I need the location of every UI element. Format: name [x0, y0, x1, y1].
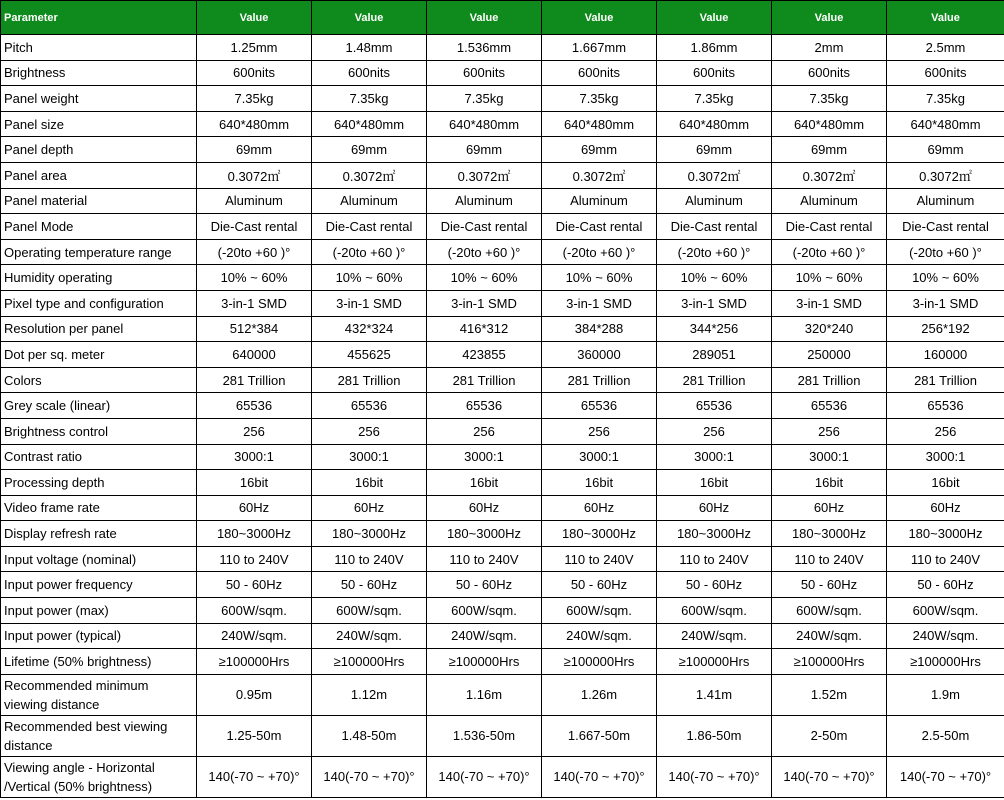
- value-cell: 600nits: [657, 60, 772, 86]
- table-row: [1, 162, 1004, 188]
- value-cell: 10% ~ 60%: [657, 265, 772, 291]
- row-label: Processing depth: [1, 470, 197, 496]
- value-cell: 600nits: [427, 60, 542, 86]
- value-cell: 1.667mm: [542, 35, 657, 61]
- value-cell: 1.9m: [887, 674, 1004, 715]
- value-cell: 600nits: [887, 60, 1004, 86]
- value-cell: 1.86-50m: [657, 715, 772, 756]
- value-cell: 240W/sqm.: [772, 623, 887, 649]
- value-cell: 320*240: [772, 316, 887, 342]
- value-cell: 1.536mm: [427, 35, 542, 61]
- value-cell: 180~3000Hz: [772, 521, 887, 547]
- value-cell: 7.35kg: [427, 86, 542, 112]
- value-cell: 384*288: [542, 316, 657, 342]
- table-row: [1, 111, 1004, 137]
- value-cell: 3000:1: [427, 444, 542, 470]
- value-cell: 281 Trillion: [197, 367, 312, 393]
- value-cell: 60Hz: [657, 495, 772, 521]
- value-cell: 3-in-1 SMD: [542, 290, 657, 316]
- value-cell: 7.35kg: [657, 86, 772, 112]
- row-label: Lifetime (50% brightness): [1, 649, 197, 675]
- value-cell: 2.5mm: [887, 35, 1004, 61]
- value-cell: 1.25-50m: [197, 715, 312, 756]
- value-cell: 600nits: [312, 60, 427, 86]
- value-cell: 140(-70 ~ +70)°: [427, 756, 542, 797]
- value-cell: 65536: [197, 393, 312, 419]
- value-cell: 640*480mm: [197, 111, 312, 137]
- value-cell: ≥100000Hrs: [427, 649, 542, 675]
- value-cell: 69mm: [197, 137, 312, 163]
- value-cell: 240W/sqm.: [542, 623, 657, 649]
- value-cell: 1.667-50m: [542, 715, 657, 756]
- value-cell: (-20to +60 )°: [657, 239, 772, 265]
- row-label: Input voltage (nominal): [1, 546, 197, 572]
- value-cell: 640*480mm: [657, 111, 772, 137]
- value-cell: Aluminum: [312, 188, 427, 214]
- header-parameter: Parameter: [1, 1, 197, 35]
- value-cell: Aluminum: [772, 188, 887, 214]
- value-cell: 140(-70 ~ +70)°: [542, 756, 657, 797]
- value-cell: 0.3072㎡: [427, 162, 542, 188]
- value-cell: 10% ~ 60%: [772, 265, 887, 291]
- value-cell: 110 to 240V: [542, 546, 657, 572]
- row-label: Input power frequency: [1, 572, 197, 598]
- row-label: Colors: [1, 367, 197, 393]
- value-cell: 600nits: [772, 60, 887, 86]
- row-label: Panel material: [1, 188, 197, 214]
- value-cell: 3-in-1 SMD: [197, 290, 312, 316]
- value-cell: Die-Cast rental: [772, 214, 887, 240]
- value-cell: 16bit: [197, 470, 312, 496]
- value-cell: 240W/sqm.: [312, 623, 427, 649]
- value-cell: 1.48-50m: [312, 715, 427, 756]
- value-cell: 3-in-1 SMD: [657, 290, 772, 316]
- table-row: [1, 521, 1004, 547]
- value-cell: 110 to 240V: [427, 546, 542, 572]
- value-cell: 60Hz: [887, 495, 1004, 521]
- value-cell: ≥100000Hrs: [542, 649, 657, 675]
- value-cell: 7.35kg: [197, 86, 312, 112]
- table-row: [1, 35, 1004, 61]
- value-cell: 50 - 60Hz: [657, 572, 772, 598]
- value-cell: 50 - 60Hz: [197, 572, 312, 598]
- value-cell: ≥100000Hrs: [772, 649, 887, 675]
- table-row: [1, 495, 1004, 521]
- table-row: [1, 60, 1004, 86]
- row-label: Resolution per panel: [1, 316, 197, 342]
- value-cell: 7.35kg: [542, 86, 657, 112]
- value-cell: 3000:1: [542, 444, 657, 470]
- value-cell: 16bit: [542, 470, 657, 496]
- value-cell: 50 - 60Hz: [312, 572, 427, 598]
- value-cell: 65536: [542, 393, 657, 419]
- value-cell: 1.536-50m: [427, 715, 542, 756]
- value-cell: 16bit: [887, 470, 1004, 496]
- value-cell: 432*324: [312, 316, 427, 342]
- value-cell: 0.3072㎡: [312, 162, 427, 188]
- value-cell: 180~3000Hz: [887, 521, 1004, 547]
- value-cell: 640*480mm: [887, 111, 1004, 137]
- value-cell: 180~3000Hz: [312, 521, 427, 547]
- value-cell: 69mm: [887, 137, 1004, 163]
- value-cell: Die-Cast rental: [312, 214, 427, 240]
- value-cell: 16bit: [427, 470, 542, 496]
- value-cell: Aluminum: [427, 188, 542, 214]
- value-cell: Aluminum: [657, 188, 772, 214]
- value-cell: 65536: [772, 393, 887, 419]
- row-label: Recommended minimum viewing distance: [1, 674, 197, 715]
- value-cell: 281 Trillion: [542, 367, 657, 393]
- value-cell: 250000: [772, 342, 887, 368]
- value-cell: 16bit: [772, 470, 887, 496]
- table-row: [1, 290, 1004, 316]
- table-row: [1, 756, 1004, 797]
- value-cell: 60Hz: [312, 495, 427, 521]
- value-cell: 281 Trillion: [772, 367, 887, 393]
- value-cell: 256: [542, 418, 657, 444]
- value-cell: 1.86mm: [657, 35, 772, 61]
- value-cell: 0.3072㎡: [197, 162, 312, 188]
- table-row: [1, 598, 1004, 624]
- value-cell: Aluminum: [197, 188, 312, 214]
- value-cell: 0.3072㎡: [887, 162, 1004, 188]
- value-cell: 50 - 60Hz: [887, 572, 1004, 598]
- value-cell: 3-in-1 SMD: [772, 290, 887, 316]
- table-row: [1, 342, 1004, 368]
- value-cell: 110 to 240V: [887, 546, 1004, 572]
- value-cell: 600W/sqm.: [887, 598, 1004, 624]
- value-cell: Die-Cast rental: [542, 214, 657, 240]
- header-value: Value: [312, 1, 427, 35]
- value-cell: 281 Trillion: [427, 367, 542, 393]
- value-cell: 180~3000Hz: [657, 521, 772, 547]
- value-cell: (-20to +60 )°: [427, 239, 542, 265]
- value-cell: 256: [197, 418, 312, 444]
- value-cell: 140(-70 ~ +70)°: [887, 756, 1004, 797]
- value-cell: 65536: [312, 393, 427, 419]
- value-cell: 16bit: [657, 470, 772, 496]
- row-label: Operating temperature range: [1, 239, 197, 265]
- value-cell: 1.26m: [542, 674, 657, 715]
- header-value: Value: [427, 1, 542, 35]
- row-label: Panel weight: [1, 86, 197, 112]
- value-cell: ≥100000Hrs: [887, 649, 1004, 675]
- header-value: Value: [197, 1, 312, 35]
- value-cell: 2-50m: [772, 715, 887, 756]
- row-label: Input power (max): [1, 598, 197, 624]
- value-cell: 3000:1: [887, 444, 1004, 470]
- table-row: [1, 393, 1004, 419]
- value-cell: 256: [657, 418, 772, 444]
- value-cell: (-20to +60 )°: [312, 239, 427, 265]
- value-cell: 140(-70 ~ +70)°: [197, 756, 312, 797]
- value-cell: 1.48mm: [312, 35, 427, 61]
- value-cell: 423855: [427, 342, 542, 368]
- value-cell: ≥100000Hrs: [197, 649, 312, 675]
- value-cell: Aluminum: [542, 188, 657, 214]
- value-cell: ≥100000Hrs: [312, 649, 427, 675]
- value-cell: Die-Cast rental: [887, 214, 1004, 240]
- value-cell: 3000:1: [772, 444, 887, 470]
- value-cell: 0.3072㎡: [657, 162, 772, 188]
- value-cell: 69mm: [427, 137, 542, 163]
- value-cell: 2.5-50m: [887, 715, 1004, 756]
- table-row: [1, 265, 1004, 291]
- value-cell: ≥100000Hrs: [657, 649, 772, 675]
- value-cell: 180~3000Hz: [542, 521, 657, 547]
- row-label: Viewing angle - Horizontal /Vertical (50% brightness): [1, 756, 197, 797]
- row-label: Humidity operating: [1, 265, 197, 291]
- value-cell: 1.16m: [427, 674, 542, 715]
- row-label: Panel area: [1, 162, 197, 188]
- value-cell: 69mm: [312, 137, 427, 163]
- table-row: [1, 470, 1004, 496]
- value-cell: 1.25mm: [197, 35, 312, 61]
- value-cell: 240W/sqm.: [887, 623, 1004, 649]
- value-cell: 10% ~ 60%: [197, 265, 312, 291]
- table-row: [1, 239, 1004, 265]
- value-cell: 256: [887, 418, 1004, 444]
- value-cell: 3000:1: [312, 444, 427, 470]
- value-cell: 65536: [887, 393, 1004, 419]
- value-cell: 110 to 240V: [312, 546, 427, 572]
- value-cell: 0.95m: [197, 674, 312, 715]
- value-cell: Die-Cast rental: [427, 214, 542, 240]
- value-cell: (-20to +60 )°: [542, 239, 657, 265]
- value-cell: 60Hz: [427, 495, 542, 521]
- value-cell: 1.52m: [772, 674, 887, 715]
- row-label: Brightness: [1, 60, 197, 86]
- value-cell: 7.35kg: [887, 86, 1004, 112]
- row-label: Dot per sq. meter: [1, 342, 197, 368]
- value-cell: 1.41m: [657, 674, 772, 715]
- value-cell: 600nits: [197, 60, 312, 86]
- header-value: Value: [657, 1, 772, 35]
- value-cell: 140(-70 ~ +70)°: [312, 756, 427, 797]
- value-cell: 16bit: [312, 470, 427, 496]
- row-label: Video frame rate: [1, 495, 197, 521]
- value-cell: 180~3000Hz: [427, 521, 542, 547]
- value-cell: 7.35kg: [312, 86, 427, 112]
- value-cell: (-20to +60 )°: [772, 239, 887, 265]
- value-cell: 3-in-1 SMD: [427, 290, 542, 316]
- table-header: [1, 1, 1004, 35]
- value-cell: 110 to 240V: [197, 546, 312, 572]
- table-row: [1, 137, 1004, 163]
- value-cell: 3-in-1 SMD: [312, 290, 427, 316]
- value-cell: 240W/sqm.: [197, 623, 312, 649]
- value-cell: 60Hz: [197, 495, 312, 521]
- value-cell: 289051: [657, 342, 772, 368]
- row-label: Panel size: [1, 111, 197, 137]
- value-cell: 600W/sqm.: [542, 598, 657, 624]
- value-cell: 2mm: [772, 35, 887, 61]
- value-cell: Aluminum: [887, 188, 1004, 214]
- value-cell: 3000:1: [657, 444, 772, 470]
- value-cell: 160000: [887, 342, 1004, 368]
- value-cell: 640*480mm: [312, 111, 427, 137]
- table-row: [1, 572, 1004, 598]
- value-cell: 256: [772, 418, 887, 444]
- table-row: [1, 715, 1004, 756]
- value-cell: 600W/sqm.: [197, 598, 312, 624]
- value-cell: 50 - 60Hz: [772, 572, 887, 598]
- value-cell: 10% ~ 60%: [312, 265, 427, 291]
- value-cell: (-20to +60 )°: [197, 239, 312, 265]
- value-cell: 240W/sqm.: [427, 623, 542, 649]
- value-cell: 3000:1: [197, 444, 312, 470]
- value-cell: 10% ~ 60%: [887, 265, 1004, 291]
- table-row: [1, 214, 1004, 240]
- value-cell: 0.3072㎡: [542, 162, 657, 188]
- value-cell: 240W/sqm.: [657, 623, 772, 649]
- value-cell: 140(-70 ~ +70)°: [657, 756, 772, 797]
- header-value: Value: [542, 1, 657, 35]
- value-cell: 512*384: [197, 316, 312, 342]
- value-cell: 65536: [657, 393, 772, 419]
- value-cell: 640000: [197, 342, 312, 368]
- table-row: [1, 444, 1004, 470]
- value-cell: 600W/sqm.: [772, 598, 887, 624]
- table-row: [1, 86, 1004, 112]
- value-cell: 281 Trillion: [312, 367, 427, 393]
- table-row: [1, 674, 1004, 715]
- row-label: Input power (typical): [1, 623, 197, 649]
- value-cell: 110 to 240V: [772, 546, 887, 572]
- value-cell: 256*192: [887, 316, 1004, 342]
- value-cell: 140(-70 ~ +70)°: [772, 756, 887, 797]
- value-cell: 50 - 60Hz: [427, 572, 542, 598]
- header-value: Value: [772, 1, 887, 35]
- value-cell: 344*256: [657, 316, 772, 342]
- value-cell: 416*312: [427, 316, 542, 342]
- value-cell: 281 Trillion: [887, 367, 1004, 393]
- value-cell: 640*480mm: [427, 111, 542, 137]
- table-row: [1, 188, 1004, 214]
- row-label: Pitch: [1, 35, 197, 61]
- value-cell: 0.3072㎡: [772, 162, 887, 188]
- header-value: Value: [887, 1, 1004, 35]
- value-cell: 256: [312, 418, 427, 444]
- table-row: [1, 649, 1004, 675]
- value-cell: 180~3000Hz: [197, 521, 312, 547]
- value-cell: 256: [427, 418, 542, 444]
- value-cell: 455625: [312, 342, 427, 368]
- value-cell: 7.35kg: [772, 86, 887, 112]
- value-cell: 360000: [542, 342, 657, 368]
- value-cell: 640*480mm: [542, 111, 657, 137]
- value-cell: 60Hz: [772, 495, 887, 521]
- value-cell: (-20to +60 )°: [887, 239, 1004, 265]
- table-row: [1, 623, 1004, 649]
- table-row: [1, 418, 1004, 444]
- value-cell: 600W/sqm.: [657, 598, 772, 624]
- row-label: Recommended best viewing distance: [1, 715, 197, 756]
- row-label: Panel depth: [1, 137, 197, 163]
- table-body: [1, 35, 1004, 798]
- row-label: Grey scale (linear): [1, 393, 197, 419]
- row-label: Contrast ratio: [1, 444, 197, 470]
- table-row: [1, 316, 1004, 342]
- value-cell: 65536: [427, 393, 542, 419]
- table-row: [1, 367, 1004, 393]
- value-cell: 69mm: [657, 137, 772, 163]
- value-cell: 640*480mm: [772, 111, 887, 137]
- value-cell: Die-Cast rental: [197, 214, 312, 240]
- value-cell: Die-Cast rental: [657, 214, 772, 240]
- value-cell: 600W/sqm.: [427, 598, 542, 624]
- header-row: [1, 1, 1004, 35]
- value-cell: 1.12m: [312, 674, 427, 715]
- value-cell: 281 Trillion: [657, 367, 772, 393]
- row-label: Display refresh rate: [1, 521, 197, 547]
- value-cell: 110 to 240V: [657, 546, 772, 572]
- value-cell: 600nits: [542, 60, 657, 86]
- value-cell: 10% ~ 60%: [542, 265, 657, 291]
- table-row: [1, 546, 1004, 572]
- value-cell: 3-in-1 SMD: [887, 290, 1004, 316]
- value-cell: 600W/sqm.: [312, 598, 427, 624]
- value-cell: 69mm: [542, 137, 657, 163]
- value-cell: 50 - 60Hz: [542, 572, 657, 598]
- row-label: Pixel type and configuration: [1, 290, 197, 316]
- row-label: Brightness control: [1, 418, 197, 444]
- row-label: Panel Mode: [1, 214, 197, 240]
- value-cell: 60Hz: [542, 495, 657, 521]
- value-cell: 10% ~ 60%: [427, 265, 542, 291]
- value-cell: 69mm: [772, 137, 887, 163]
